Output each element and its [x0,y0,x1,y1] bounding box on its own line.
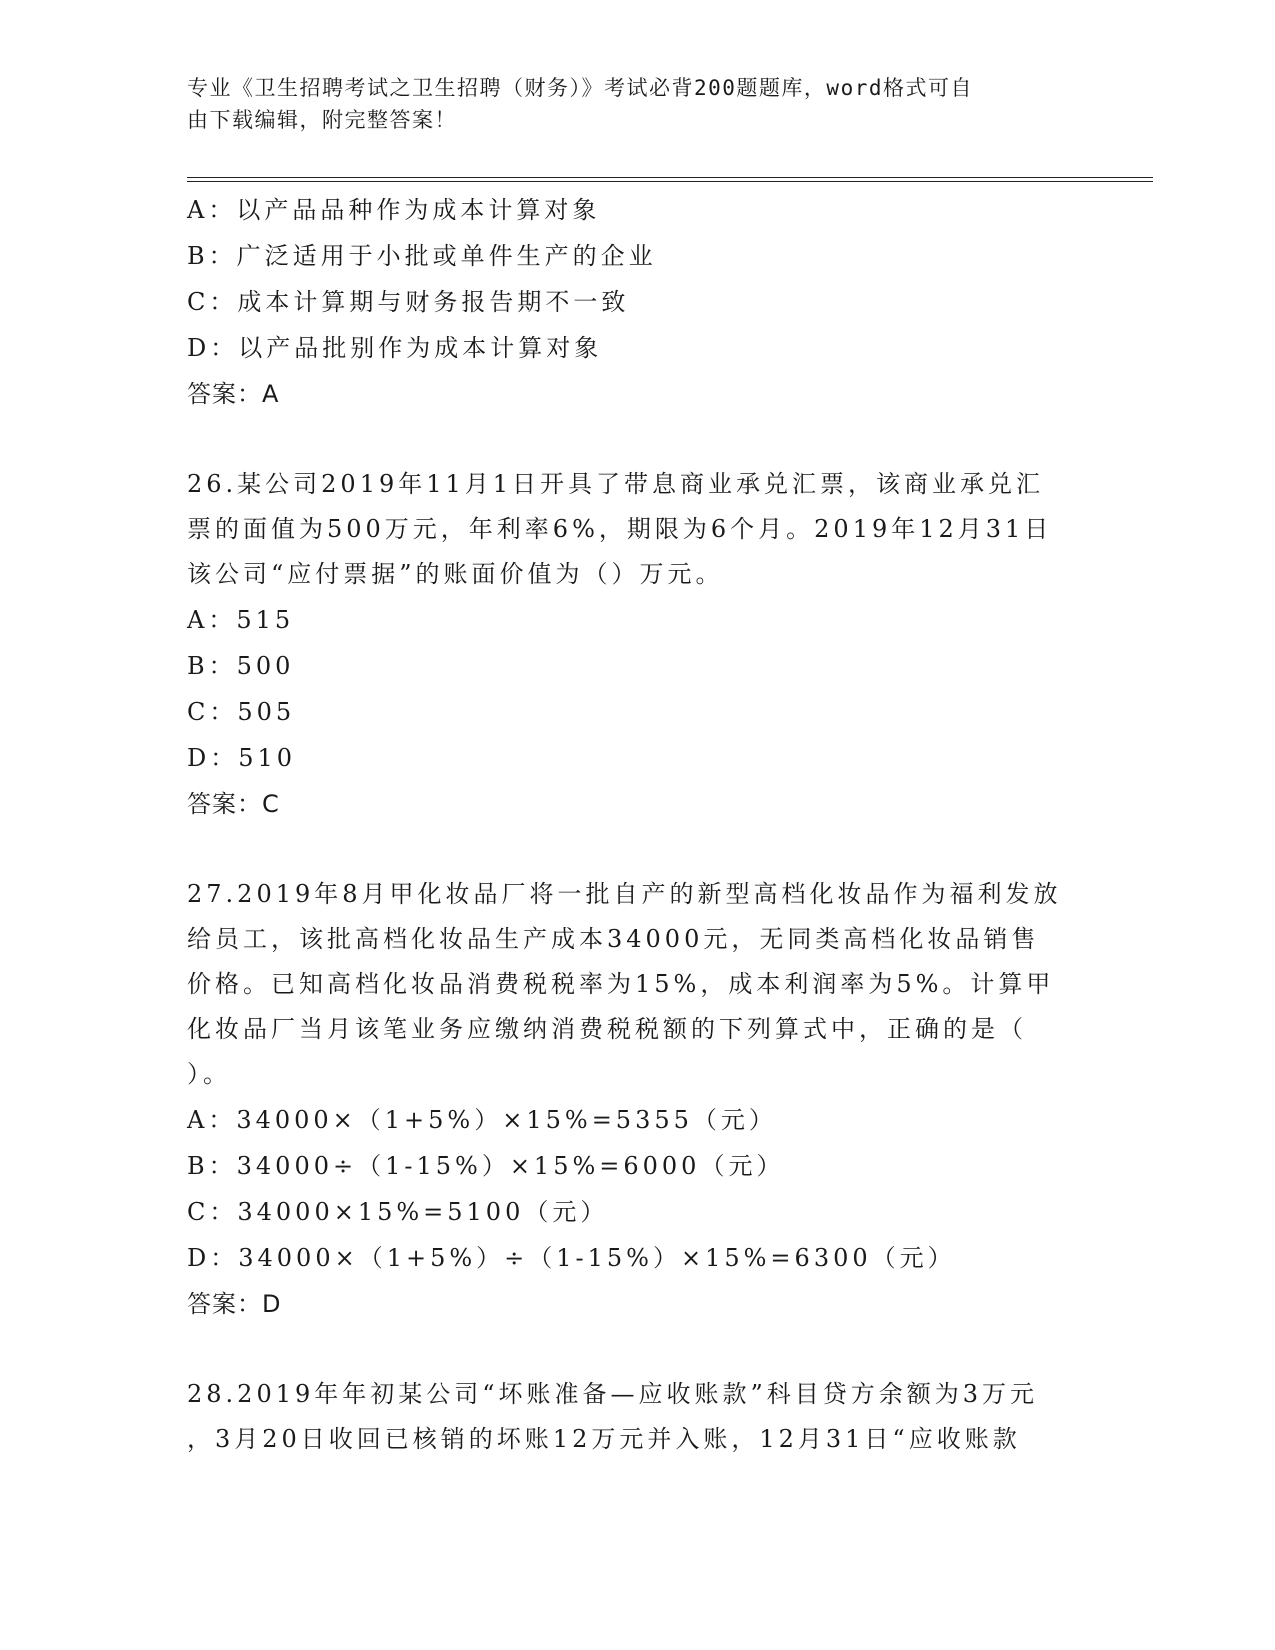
header-line-1: 专业《卫生招聘考试之卫生招聘（财务）》考试必背200题题库，word格式可自 [187,76,973,100]
option-a: A：以产品品种作为成本计算对象 [187,196,601,224]
question-stem-line: 价格。已知高档化妆品消费税税率为15%，成本利润率为5%。计算甲 [187,970,1055,998]
question-stem-line: ，3月20日收回已核销的坏账12万元并入账，12月31日“应收账款 [187,1425,1021,1453]
question-stem-line: 化妆品厂当月该笔业务应缴纳消费税税额的下列算式中，正确的是（ [187,1015,1027,1043]
question-28 [187,1372,1087,1462]
option-c: C：34000×15%=5100（元） [187,1198,609,1226]
option-d: D：以产品批别作为成本计算对象 [187,334,603,362]
question-stem-line: ）。 [187,1060,231,1088]
option-c: C：505 [187,698,296,726]
question-stem-line: 28.2019年年初某公司“坏账准备—应收账款”科目贷方余额为3万元 [187,1380,1039,1408]
option-a: A：515 [187,606,295,634]
answer-label: 答案：C [187,790,280,818]
answer-label: 答案：A [187,380,280,408]
option-c: C：成本计算期与财务报告期不一致 [187,288,630,316]
question-stem-line: 该公司“应付票据”的账面价值为（）万元。 [187,560,724,588]
question-26 [187,462,1087,827]
option-d: D：34000×（1+5%）÷（1-15%）×15%=6300（元） [187,1244,956,1272]
option-d: D：510 [187,744,297,772]
question-27 [187,872,1087,1327]
question-25 [187,187,1087,417]
option-b: B：广泛适用于小批或单件生产的企业 [187,242,657,270]
question-content [187,187,1087,1462]
spacer [187,827,1087,872]
spacer [187,1327,1087,1372]
option-b: B：34000÷（1-15%）×15%=6000（元） [187,1152,785,1180]
question-stem-line: 27.2019年8月甲化妆品厂将一批自产的新型高档化妆品作为福利发放 [187,880,1062,908]
option-b: B：500 [187,652,295,680]
answer-label: 答案：D [187,1290,282,1318]
option-a: A：34000×（1+5%）×15%=5355（元） [187,1106,777,1134]
spacer [187,417,1087,462]
question-stem-line: 26.某公司2019年11月1日开具了带息商业承兑汇票，该商业承兑汇 [187,470,1045,498]
header-divider-top [187,177,1153,178]
question-stem-line: 票的面值为500万元，年利率6%，期限为6个月。2019年12月31日 [187,515,1053,543]
question-stem-line: 给员工，该批高档化妆品生产成本34000元，无同类高档化妆品销售 [187,925,1040,953]
document-header [187,72,1067,136]
header-divider-bottom [187,181,1153,182]
header-line-2: 由下载编辑，附完整答案！ [187,108,457,132]
